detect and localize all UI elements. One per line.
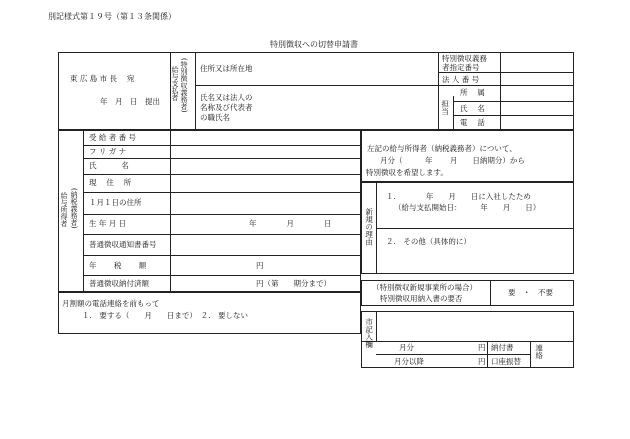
- paid-amount-suffix: 円（第 期分まで）: [256, 279, 331, 288]
- top-table: [58, 52, 574, 130]
- month-from-label: 月分以降: [394, 357, 424, 366]
- birth-date-label: 生 年 月 日: [89, 219, 127, 228]
- phone-contact-options: １. 要する（ 月 日まで） ２. 要しない: [82, 311, 249, 320]
- name-label-1: 氏名又は法人の: [200, 93, 253, 102]
- reason-2: ２. その他（具体的に）: [386, 237, 471, 246]
- affiliation-label: 所 属: [460, 88, 485, 97]
- payer-vertical-2: 給与支払者: [171, 66, 180, 101]
- furigana-label: フ リ ガ ナ: [89, 147, 127, 156]
- person-in-charge-label: 担当: [440, 100, 450, 115]
- reason-1-line-b: （給与支払開始日： 年 月 日）: [394, 203, 541, 212]
- corp-no-label: 法 人 番 号: [442, 75, 480, 84]
- contact-vertical: 連絡: [534, 344, 544, 359]
- submit-date: 年 月 日 提出: [100, 97, 160, 106]
- annual-tax-unit: 円: [256, 261, 264, 270]
- addressee: 東 広 島 市 長 宛: [70, 74, 135, 83]
- payer-vertical-1: (特別徴収義務者): [180, 58, 189, 113]
- recipient-no-label: 受 給 者 番 号: [89, 133, 137, 142]
- person-name-label: 氏 名: [460, 104, 485, 113]
- address-label: 住所又は所在地: [200, 64, 253, 73]
- new-office-line-1: （特別徴収新規事業所の場合）: [372, 283, 477, 292]
- bank-transfer-label: 口座振替: [491, 357, 521, 366]
- payment-slip-label: 納付書: [491, 343, 514, 352]
- notice-no-label: 普通徴収通知書番号: [89, 240, 157, 249]
- new-office-line-2: 特別徴収用納入書の要否: [380, 294, 463, 303]
- designated-no-1: 特別徴収義務: [442, 54, 487, 63]
- employee-vertical-2: 給与所得者: [60, 192, 69, 227]
- designated-no-2: 者指定番号: [442, 63, 480, 72]
- reason-vertical: 新規の理由: [364, 208, 374, 246]
- city-notes-vertical: 市記入欄: [364, 318, 374, 348]
- name-label-3: の職氏名: [200, 113, 230, 122]
- phone-label: 電 話: [460, 118, 485, 127]
- employee-name-label: 氏 名: [89, 161, 129, 170]
- current-address-label: 現 住 所: [89, 178, 132, 187]
- jan1-address-label: １月１日の住所: [89, 198, 142, 207]
- form-title: 特別徴収への切替申請書: [270, 40, 358, 49]
- statement-line-1: 左記の給与所得者（納税義務者）について、: [367, 144, 517, 153]
- statement-line-3: 特別徴収を希望します。: [366, 168, 448, 177]
- annual-tax-label: 年 税 額: [89, 261, 147, 270]
- phone-contact-question: 月割額の電話連絡を前もって: [62, 299, 160, 308]
- birth-date-fields: 年 月 日: [249, 219, 332, 228]
- month-from-yen: 円: [478, 357, 486, 366]
- form-number: 別記様式第１９号（第１３条関係）: [48, 12, 176, 21]
- month-yen: 円: [478, 343, 486, 352]
- city-notes-box: [361, 311, 574, 368]
- month-label: 月分: [399, 343, 414, 352]
- paid-amount-label: 普通徴収納付済額: [89, 279, 149, 288]
- name-label-2: 名称及び代表者: [200, 103, 253, 112]
- reason-1-line-a: １. 年 月 日に入社したため: [386, 192, 531, 201]
- statement-line-2: 月分（ 年 月 日納期分）から: [380, 156, 525, 165]
- slip-need-flag: 要 ・ 不要: [508, 288, 553, 297]
- employee-vertical-1: (納税義務者): [70, 188, 79, 229]
